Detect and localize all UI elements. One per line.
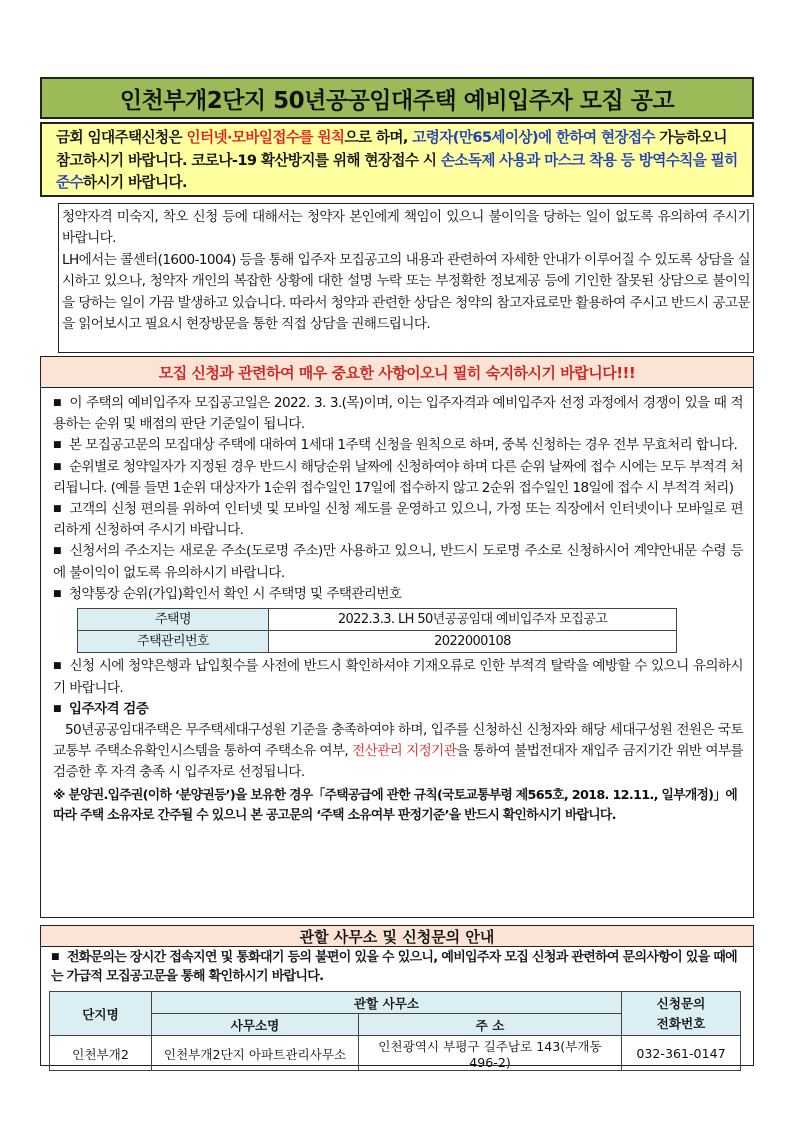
rule-item [53,499,743,541]
bullet-icon: ■ [53,461,61,472]
notice-text-2: 으로 하며, [344,129,413,146]
office-title-text: 관할 사무소 및 신청문의 안내 [299,927,495,946]
verify-text-1: 50년공공임대주택은 무주택세대구성원 기준을 충족하여야 하며, 입주를 신청하신 신청자와 해당 세대구성원 전원은 국토교통부 주택소유확인시스템을 통하여 주택소유 여부, [53,722,743,760]
office-section [40,946,754,1070]
rule-text: 이 주택의 예비입주자 모집공고일은 2022. 3. 3.(목)이며, 이는 입주자격과 예비입주자 선정 과정에서 경쟁이 있을 때 적용하는 순위 및 배점의 판단 기준일이 됩니다. [53,395,743,433]
rule-item [53,584,743,605]
office-note [51,948,745,986]
bullet-icon: ■ [53,661,62,672]
house-id-value: 2022000108 [269,631,677,653]
notice-covid-rules: 손소독제 사용과 마스크 착용 등 방역수칙을 필히 준수 [56,151,738,191]
table-row [78,609,677,631]
important-warning [40,356,754,388]
intro-paragraph-1: 청약자격 미숙지, 착오 신청 등에 대해서는 청약자 본인에게 책임이 있으니 불이익을 당하는 일이 없도록 유의하여 주시기 바랍니다. [62,209,750,247]
rule-text: 신청 시에 청약은행과 납입횟수를 사전에 반드시 확인하셔야 기재오류로 인한 부적격 탈락을 예방할 수 있으니 유의하시기 바랍니다. [53,658,743,696]
verify-title: 입주자격 검증 [68,700,149,717]
rule-item [53,541,743,583]
rule-text: 신청서의 주소지는 새로운 주소(도로명 주소)만 사용하고 있으니, 반드시 도로명 주소로 신청하시어 계약안내문 수령 등에 불이익이 없도록 유의하시기 바랍니다. [53,543,744,581]
verify-text-2: 을 통하여 불법전대자 재입주 금지기간 위반 여부를 검증한 후 자격 충족 시 입주자로 선정됩니다. [53,743,743,781]
page-title: 인천부개2단지 50년공공임대주택 예비입주자 모집 공고 [119,87,675,114]
table-header-row [50,992,741,1014]
bullet-icon: ■ [53,703,61,714]
notice-box [40,122,754,197]
notice-text-1: 금회 임대주택신청은 [56,129,187,146]
rule-text: 본 모집공고문의 모집대상 주택에 대하여 1세대 1주택 신청을 원칙으로 하며, 중복 신청하는 경우 전부 무효처리 합니다. [68,437,738,454]
rule-text: 청약통장 순위(가입)확인서 확인 시 주택명 및 주택관리번호 [68,585,402,602]
rule-text: 순위별로 청약일자가 지정된 경우 반드시 해당순위 날짜에 신청하여야 하며 다른 순위 날짜에 접수 시에는 모두 부적격 처리됩니다. (예를 들면 1순위 대상자가 1순위 접수일인 17일에 접수하지 않고 2순위 접수일인 18일에 접수 시 부적격 처리) [53,458,743,496]
house-info-table [77,608,677,653]
intro-box [58,203,754,353]
rules-section [40,388,754,918]
important-warning-text: 모집 신청과 관련하여 매우 중요한 사항이오니 필히 숙지하시기 바랍니다!!! [158,363,636,382]
notice-text-3: 가능하오니 참고하시기 바랍니다. 코로나-19 확산방지를 위해 현장접수 시 [56,129,727,169]
col-office-name-header: 사무소명 [152,1014,359,1036]
office-table [49,991,741,1071]
office-note-text: 전화문의는 장시간 접속지연 및 통화대기 등의 불편이 있을 수 있으니, 예비입주자 모집 신청과 관련하여 문의사항이 있을 때에는 가급적 모집공고문을 통해 확인하시기 바랍니다. [51,950,738,984]
notice-online-principle: 인터넷·모바일접수를 원칙 [186,129,345,146]
col-office-group-header: 관할 사무소 [152,992,622,1014]
bullet-icon: ■ [53,546,62,557]
office-section-title [40,925,754,947]
house-id-label: 주택관리번호 [78,631,269,653]
table-row [50,1036,741,1071]
rule-item [53,435,743,456]
notice-text-4: 하시기 바랍니다. [83,174,187,191]
bullet-icon: ■ [53,588,61,599]
bullet-icon: ■ [53,398,62,408]
house-name-label: 주택명 [78,609,269,631]
bullet-icon: ■ [53,440,61,451]
verify-paragraph [53,720,743,784]
rule-item [53,457,743,499]
intro-paragraph-2: LH에서는 콜센터(1600-1004) 등을 통해 입주자 모집공고의 내용과 관련하여 자세한 안내가 이루어질 수 있도록 상담을 실시하고 있으나, 청약자 개인의 복잡한 상황에 대한 설명 누락 또는 부정확한 정보제공 등에 기인한 잘못된 상담으로 불이익을 당하는 일이 가끔 발생하고 있습니다. 따라서 청약과 관련한 상담은 청약의 참고자료로만 활용하여 주시고 반드시 공고문을 읽어보시고 필요시 현장방문을 통한 직접 상담을 권해드립니다. [62,251,750,333]
verify-text-highlight: 전산관리 지정기관 [352,743,457,760]
page-title-box [40,77,754,119]
cell-complex: 인천부개2 [50,1036,152,1071]
house-name-value: 2022.3.3. LH 50년공공임대 예비입주자 모집공고 [269,609,677,631]
col-complex-header: 단지명 [50,992,152,1036]
col-phone-header: 신청문의 전화번호 [622,992,741,1036]
bullet-icon: ■ [51,952,59,962]
col-address-header: 주 소 [359,1014,622,1036]
notice-elderly-onsite: 고령자(만65세이상)에 한하여 현장접수 [412,129,655,146]
rule-text: 고객의 신청 편의를 위하여 인터넷 및 모바일 신청 제도를 운영하고 있으니, 가정 또는 직장에서 인터넷이나 모바일로 편리하게 신청하여 주시기 바랍니다. [53,501,743,539]
rule-item [53,393,743,435]
rule-item [53,656,743,698]
bullet-icon: ■ [53,504,62,515]
cell-phone: 032-361-0147 [622,1036,741,1071]
cell-address: 인천광역시 부평구 길주남로 143(부개동 496-2) [359,1036,622,1071]
verify-heading [53,699,743,720]
table-row [78,631,677,653]
ownership-note: ※ 분양권.입주권(이하 ‘분양권등’)을 보유한 경우「주택공급에 관한 규칙(국토교통부령 제565호, 2018. 12.11., 일부개정)」에 따라 주택 소유자로 간주될 수 있으니 본 공고문의 ‘주택 소유여부 판정기준’을 반드시 확인하시기 바랍니다. [53,787,738,823]
cell-office-name: 인천부개2단지 아파트관리사무소 [152,1036,359,1071]
